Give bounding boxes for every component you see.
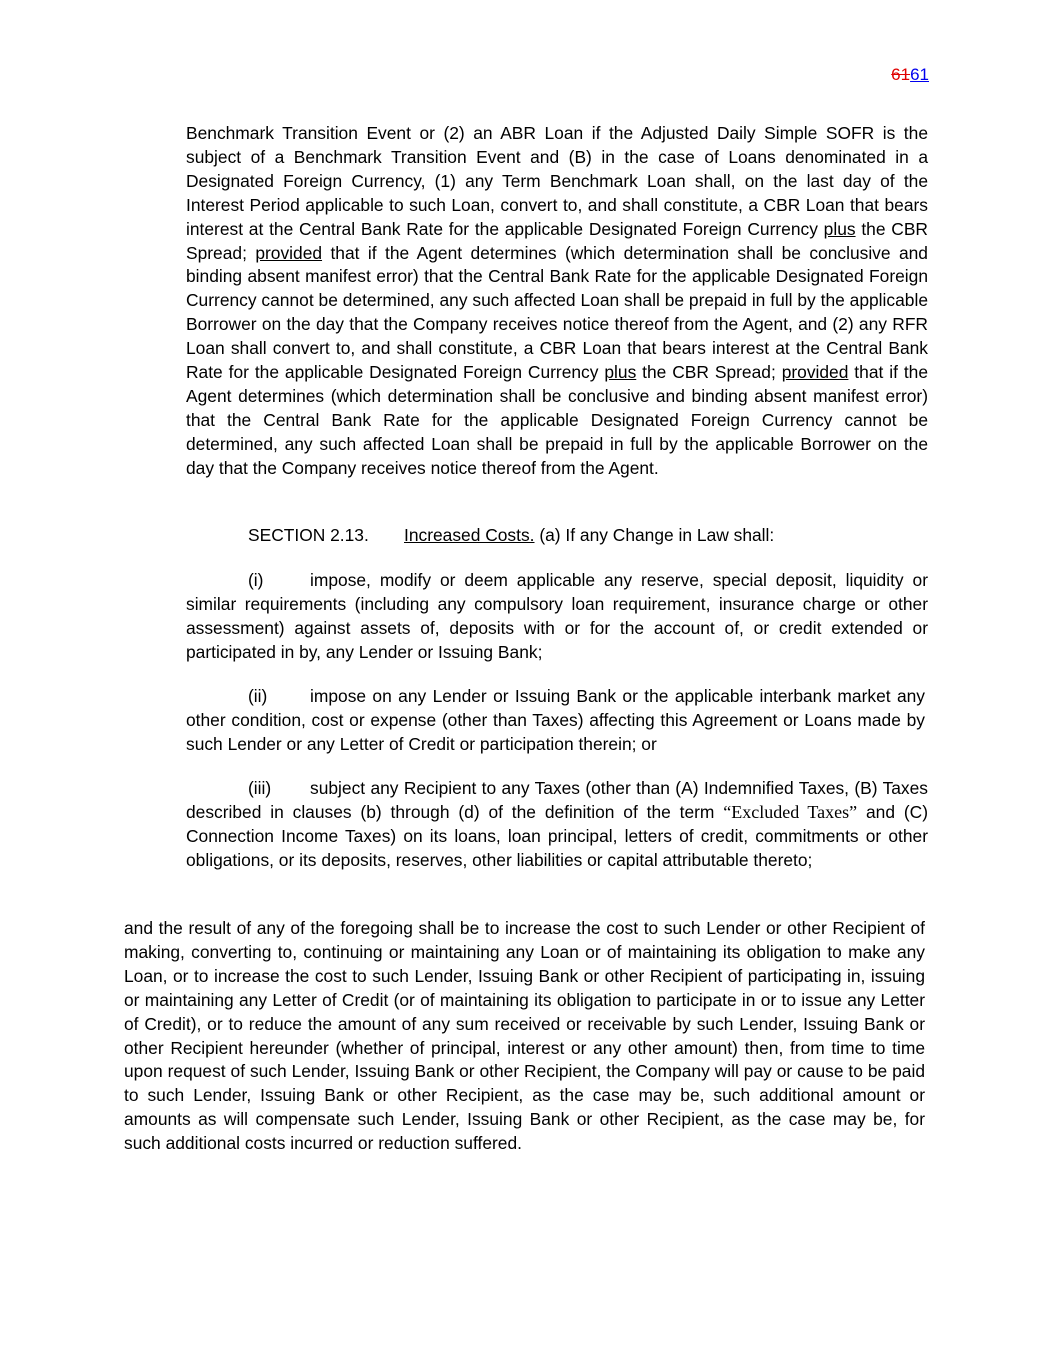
page-number bbox=[891, 64, 929, 86]
clause-iii bbox=[186, 777, 928, 873]
underlined-term-plus: plus bbox=[604, 362, 637, 383]
clause-number: (i) bbox=[248, 570, 264, 590]
underlined-term-plus: plus bbox=[823, 218, 856, 239]
clause-text: subject any Recipient to any Taxes (other than (A) Indemnified Taxes, (B) Taxes described in clauses (b) through (d) of the definition of the term bbox=[186, 778, 928, 822]
underlined-term-provided: provided bbox=[255, 242, 323, 263]
section-title: Increased Costs. bbox=[404, 525, 535, 545]
clause-text: impose, modify or deem applicable any reserve, special deposit, liquidity or similar requirements (including any compulsory loan requirement, insurance charge or other assessment) against assets of, deposits with or for the account of, or credit extended or participated in by, any Lender or Issuing Bank; bbox=[186, 570, 928, 662]
section-number: SECTION 2.13. bbox=[248, 525, 369, 545]
text-run: Benchmark Transition Event or (2) an ABR Loan if the Adjusted Daily Simple SOFR is the subject of a Benchmark Transition Event and (B) in the case of Loans denominated in a Designated Foreign Currency, (1) any Term Benchmark Loan shall, on the last day of the Interest Period applicable to such Loan, convert to, and shall constitute, a CBR Loan that bears interest at the Central Bank Rate for the applicable Designated Foreign Currency bbox=[186, 123, 928, 239]
text-run: that if the Agent determines (which determination shall be conclusive and binding absent manifest error) that the Central Bank Rate for the applicable Designated Foreign Currency cannot be determined, any such affected Loan shall be prepaid in full by the applicable Borrower on the day that the Company receives notice thereof from the Agent, and (2) any RFR Loan shall convert to, and shall constitute, a CBR Loan that bears interest at the Central Bank Rate for the applicable Designated Foreign Currency bbox=[186, 242, 928, 383]
clause-ii bbox=[186, 685, 925, 757]
clause-i bbox=[186, 569, 928, 665]
page-number-inserted: 61 bbox=[910, 65, 929, 84]
closing-paragraph: and the result of any of the foregoing shall be to increase the cost to such Lender or other Recipient of making, converting to, continuing or maintaining any Loan or of maintaining its obligation to make any Loan, or to increase the cost to such Lender, Issuing Bank or other Recipient of participating in, issuing or maintaining any Letter of Credit (or of maintaining its obligation to participate in or to issue any Letter of Credit), or to reduce the amount of any sum received or receivable by such Lender, Issuing Bank or other Recipient hereunder (whether of principal, interest or any other amount) then, from time to time upon request of such Lender, Issuing Bank or other Recipient, the Company will pay or cause to be paid to such Lender, Issuing Bank or other Recipient, as the case may be, such additional amount or amounts as will compensate such Lender, Issuing Bank or other Recipient, as the case may be, for such additional costs incurred or reduction suffered. bbox=[124, 918, 925, 1154]
text-run: the CBR Spread; bbox=[636, 362, 782, 383]
benchmark-paragraph bbox=[186, 122, 928, 481]
defined-term-excluded-taxes: “Excluded Taxes” bbox=[723, 801, 858, 822]
text-run: the CBR Spread; bbox=[186, 218, 928, 263]
section-heading bbox=[248, 524, 928, 548]
section-lead: (a) If any Change in Law shall: bbox=[534, 525, 775, 545]
text-run: that if the Agent determines (which determination shall be conclusive and binding absent manifest error) that the Central Bank Rate for the applicable Designated Foreign Currency cannot be determined, any such affected Loan shall be prepaid in full by the applicable Borrower on the day that the Company receives notice thereof from the Agent. bbox=[186, 362, 928, 478]
clause-text: and (C) Connection Income Taxes) on its loans, loan principal, letters of credit, commitments or other obligations, or its deposits, reserves, other liabilities or capital attributable thereto; bbox=[186, 801, 928, 870]
clause-number: (ii) bbox=[248, 686, 268, 706]
underlined-term-provided: provided bbox=[781, 362, 849, 383]
page-number-deleted: 61 bbox=[891, 65, 911, 84]
clause-number: (iii) bbox=[248, 778, 272, 798]
clause-text: impose on any Lender or Issuing Bank or the applicable interbank market any other condition, cost or expense (other than Taxes) affecting this Agreement or Loans made by such Lender or any Letter of Credit or participation therein; or bbox=[186, 686, 925, 754]
